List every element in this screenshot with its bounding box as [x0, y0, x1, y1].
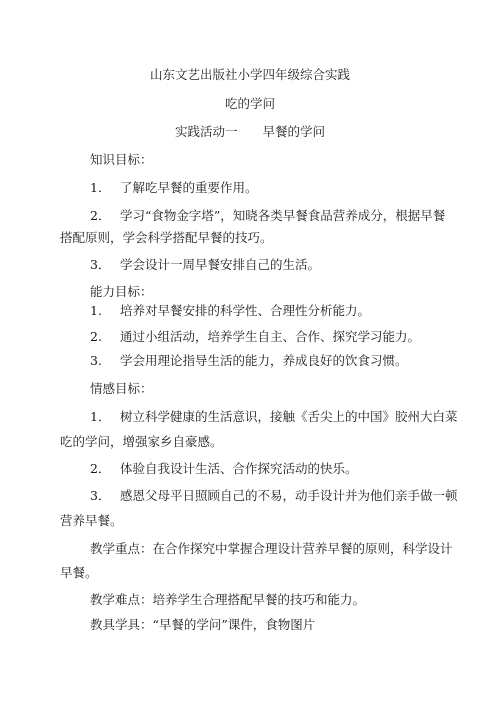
key-point-cont: 早餐。	[60, 565, 98, 580]
knowledge-item-3	[90, 257, 320, 273]
emotion-item-1	[90, 409, 458, 425]
ability-heading: 能力目标：	[90, 284, 153, 299]
item-text: 培养对早餐安排的科学性、合理性分析能力。	[120, 303, 371, 318]
item-text: 学会设计一周早餐安排自己的生活。	[120, 257, 321, 272]
emotion-item-1-cont: 吃的学问，增强家乡自豪感。	[60, 434, 223, 449]
item-number: 3．	[90, 488, 111, 503]
item-number: 1．	[90, 180, 111, 195]
item-number: 2．	[90, 461, 111, 476]
emotion-item-3-cont: 营养早餐。	[60, 513, 123, 528]
knowledge-item-2-cont: 搭配原则，学会科学搭配早餐的技巧。	[60, 230, 273, 245]
ability-item-1	[90, 303, 370, 319]
ability-item-3	[90, 353, 408, 369]
key-point: 教学重点：在合作探究中掌握合理设计营养早餐的原则，科学设计	[90, 541, 453, 556]
emotion-heading: 情感目标：	[90, 381, 153, 396]
knowledge-item-1	[90, 180, 258, 196]
item-number: 2．	[90, 208, 111, 223]
item-number: 1．	[90, 409, 111, 424]
knowledge-item-2	[90, 208, 445, 224]
doc-title-unit: 吃的学问	[224, 96, 275, 111]
item-number: 1.	[90, 303, 102, 318]
item-number: 3．	[90, 257, 111, 272]
doc-title-activity: 实践活动一 早餐的学问	[174, 124, 325, 139]
item-text: 树立科学健康的生活意识，接触《舌尖上的中国》胶州大白菜	[120, 409, 458, 424]
item-number: 3.	[90, 353, 102, 368]
item-text: 体验自我设计生活、合作探究活动的快乐。	[120, 461, 358, 476]
emotion-item-2	[90, 461, 358, 477]
knowledge-heading: 知识目标：	[90, 152, 153, 167]
item-number: 2.	[90, 329, 102, 344]
difficulty-point: 教学难点：培养学生合理搭配早餐的技巧和能力。	[90, 592, 366, 607]
item-text: 了解吃早餐的重要作用。	[120, 180, 258, 195]
teaching-tools: 教具学具：“早餐的学问”课件，食物图片	[90, 617, 316, 632]
emotion-item-3	[90, 488, 458, 504]
item-text: 通过小组活动，培养学生自主、合作、探究学习能力。	[120, 329, 421, 344]
item-text: 学习“食物金字塔”，知晓各类早餐食品营养成分，根据早餐	[120, 208, 446, 223]
item-text: 感恩父母平日照顾自己的不易，动手设计并为他们亲手做一顿	[120, 488, 458, 503]
doc-title-publisher: 山东文艺出版社小学四年级综合实践	[149, 67, 350, 82]
item-text: 学会用理论指导生活的能力，养成良好的饮食习惯。	[120, 353, 408, 368]
ability-item-2	[90, 329, 420, 345]
